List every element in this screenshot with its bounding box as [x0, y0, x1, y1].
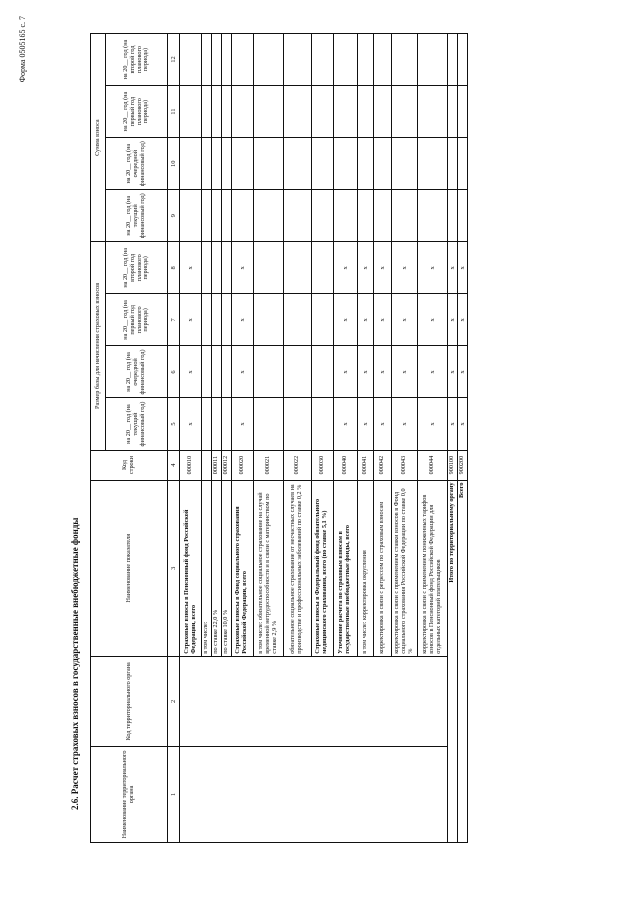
sum-value-cell[interactable]: [283, 190, 311, 242]
base-value-cell[interactable]: [221, 294, 231, 346]
table-row: [447, 34, 457, 843]
form-code: Форма 0505165 с. 7: [18, 16, 27, 83]
base-value-cell[interactable]: x: [373, 346, 391, 398]
header-base-group: Размер базы для начисления страховых взносов: [91, 242, 106, 450]
col-number: 9: [168, 190, 180, 242]
header-sum-next: на 20__ год (на очередной финансовый год): [106, 138, 168, 190]
row-code: 000020: [231, 450, 253, 480]
base-value-cell[interactable]: x: [391, 242, 417, 294]
sum-value-cell[interactable]: [458, 190, 468, 242]
col-number: 1: [168, 746, 180, 842]
sum-value-cell[interactable]: [202, 190, 212, 242]
sum-value-cell[interactable]: [417, 34, 447, 86]
table-body: [180, 34, 468, 843]
base-value-cell[interactable]: [212, 294, 222, 346]
sum-value-cell[interactable]: [202, 138, 212, 190]
base-value-cell[interactable]: x: [357, 346, 373, 398]
base-value-cell[interactable]: [221, 398, 231, 450]
sum-value-cell[interactable]: [212, 86, 222, 138]
base-value-cell[interactable]: x: [458, 294, 468, 346]
sum-value-cell[interactable]: [311, 34, 333, 86]
row-code: 000010: [180, 450, 202, 480]
base-value-cell[interactable]: x: [357, 398, 373, 450]
base-value-cell[interactable]: x: [373, 294, 391, 346]
base-value-cell[interactable]: x: [417, 398, 447, 450]
sum-value-cell[interactable]: [283, 34, 311, 86]
indicator-label: корректировка в связи с регрессом по страховым взносам: [373, 480, 391, 656]
sum-value-cell[interactable]: [253, 190, 283, 242]
header-sum-first: на 20__ год (на первый год планового периода): [106, 86, 168, 138]
row-code: 000011: [212, 450, 222, 480]
sum-value-cell[interactable]: [391, 34, 417, 86]
base-value-cell[interactable]: [253, 398, 283, 450]
base-value-cell[interactable]: x: [391, 294, 417, 346]
table-row: [458, 34, 468, 843]
base-value-cell[interactable]: x: [231, 242, 253, 294]
base-value-cell[interactable]: x: [447, 242, 457, 294]
insurance-contributions-table: [90, 33, 468, 843]
header-sum-group: Сумма взноса: [91, 34, 106, 242]
base-value-cell[interactable]: x: [447, 398, 457, 450]
sum-value-cell[interactable]: [311, 86, 333, 138]
base-value-cell[interactable]: [202, 398, 212, 450]
header-sum-second: на 20__ год (на второй год планового периода): [106, 34, 168, 86]
base-value-cell[interactable]: [253, 346, 283, 398]
indicator-label: по ставке 10,0 %: [221, 480, 231, 656]
base-value-cell[interactable]: x: [458, 242, 468, 294]
col-number: 11: [168, 86, 180, 138]
base-value-cell[interactable]: [221, 346, 231, 398]
row-code: 000021: [253, 450, 283, 480]
base-value-cell[interactable]: x: [180, 242, 202, 294]
base-value-cell[interactable]: x: [333, 398, 357, 450]
sum-value-cell[interactable]: [391, 190, 417, 242]
sum-value-cell[interactable]: [373, 138, 391, 190]
sum-value-cell[interactable]: [373, 34, 391, 86]
sum-value-cell[interactable]: [221, 190, 231, 242]
sum-value-cell[interactable]: [391, 86, 417, 138]
sum-value-cell[interactable]: [253, 138, 283, 190]
base-value-cell[interactable]: x: [391, 346, 417, 398]
col-number: 2: [168, 656, 180, 746]
sum-value-cell[interactable]: [458, 34, 468, 86]
base-value-cell[interactable]: x: [231, 398, 253, 450]
header-sum-current: на 20__ год (на текущий финансовый год): [106, 190, 168, 242]
sum-value-cell[interactable]: [180, 138, 202, 190]
base-value-cell[interactable]: x: [231, 294, 253, 346]
sum-value-cell[interactable]: [357, 138, 373, 190]
sum-value-cell[interactable]: [283, 138, 311, 190]
col-number: 4: [168, 450, 180, 480]
base-value-cell[interactable]: x: [231, 346, 253, 398]
col-number: 8: [168, 242, 180, 294]
col-number: 12: [168, 34, 180, 86]
row-code: 900100: [447, 450, 457, 480]
header-base-next: на 20__ год (на очередной финансовый год): [106, 346, 168, 398]
header-territorial-name: Наименование территориального органа: [91, 746, 168, 842]
base-value-cell[interactable]: x: [373, 398, 391, 450]
row-code: 000030: [311, 450, 333, 480]
base-value-cell[interactable]: [311, 398, 333, 450]
row-code: 000012: [221, 450, 231, 480]
base-value-cell[interactable]: [221, 242, 231, 294]
sum-value-cell[interactable]: [221, 86, 231, 138]
base-value-cell[interactable]: [283, 346, 311, 398]
base-value-cell[interactable]: [212, 346, 222, 398]
sum-value-cell[interactable]: [311, 190, 333, 242]
base-value-cell[interactable]: [311, 242, 333, 294]
sum-value-cell[interactable]: [221, 34, 231, 86]
sum-value-cell[interactable]: [391, 138, 417, 190]
base-value-cell[interactable]: [212, 242, 222, 294]
sum-value-cell[interactable]: [447, 190, 457, 242]
section-title: 2.6. Расчет страховых взносов в государственные внебюджетные фонды: [70, 517, 80, 810]
base-value-cell[interactable]: x: [333, 294, 357, 346]
indicator-label: в том числе:: [202, 480, 212, 656]
territorial-name-cell[interactable]: [180, 746, 448, 842]
row-code: 000022: [283, 450, 311, 480]
header-base-second: на 20__ год (на второй год планового периода): [106, 242, 168, 294]
territorial-code-cell[interactable]: [180, 656, 448, 746]
sum-value-cell[interactable]: [311, 138, 333, 190]
base-value-cell[interactable]: [202, 346, 212, 398]
sum-value-cell[interactable]: [231, 34, 253, 86]
base-value-cell[interactable]: x: [180, 294, 202, 346]
indicator-label: в том числе: обязательное социальное страхование на случай временной нетрудоспособности и в связи с материнством по ставке 2,9 %: [253, 480, 283, 656]
sum-value-cell[interactable]: [283, 86, 311, 138]
indicator-label: обязательное социальное страхование от несчастных случаев на производстве и профессиональных заболеваний по ставке 0,2 %: [283, 480, 311, 656]
sum-value-cell[interactable]: [231, 190, 253, 242]
base-value-cell[interactable]: [202, 294, 212, 346]
base-value-cell[interactable]: x: [417, 242, 447, 294]
base-value-cell[interactable]: [202, 242, 212, 294]
header-base-current: на 20__ год (на текущий финансовый год): [106, 398, 168, 450]
table-row: [180, 34, 202, 843]
col-number: 5: [168, 398, 180, 450]
indicator-label: Страховые взносы в Федеральный фонд обязательного медицинского страхования, всего (по ставке 5,1 %): [311, 480, 333, 656]
sum-value-cell[interactable]: [447, 86, 457, 138]
base-value-cell[interactable]: [283, 398, 311, 450]
base-value-cell[interactable]: x: [458, 346, 468, 398]
base-value-cell[interactable]: x: [333, 346, 357, 398]
base-value-cell[interactable]: [311, 294, 333, 346]
indicator-label: Уточнение расчета по страховым взносам в государственные внебюджетные фонды, всего: [333, 480, 357, 656]
indicator-label: по ставке 22,0 %: [212, 480, 222, 656]
base-value-cell[interactable]: x: [373, 242, 391, 294]
base-value-cell[interactable]: [253, 294, 283, 346]
sum-value-cell[interactable]: [373, 86, 391, 138]
base-value-cell[interactable]: x: [458, 398, 468, 450]
indicator-label: Всего: [458, 480, 468, 842]
sum-value-cell[interactable]: [202, 86, 212, 138]
sum-value-cell[interactable]: [212, 190, 222, 242]
indicator-label: Итого по территориальному органу: [447, 480, 457, 842]
base-value-cell[interactable]: [212, 398, 222, 450]
col-number: 6: [168, 346, 180, 398]
row-code: 000043: [391, 450, 417, 480]
sum-value-cell[interactable]: [333, 190, 357, 242]
base-value-cell[interactable]: [283, 294, 311, 346]
base-value-cell[interactable]: [253, 242, 283, 294]
sum-value-cell[interactable]: [373, 190, 391, 242]
indicator-label: корректировка в связи с применением пониженных тарифов взносов в Пенсионный фонд Российской Федерации для отдельных категорий плательщиков: [417, 480, 447, 656]
sum-value-cell[interactable]: [221, 138, 231, 190]
base-value-cell[interactable]: x: [180, 398, 202, 450]
base-value-cell[interactable]: x: [417, 346, 447, 398]
indicator-label: Страховые взносы в Пенсионный фонд Российской Федерации, всего: [180, 480, 202, 656]
sum-value-cell[interactable]: [231, 86, 253, 138]
base-value-cell[interactable]: x: [357, 242, 373, 294]
row-code: 000040: [333, 450, 357, 480]
row-code: [202, 450, 212, 480]
col-number: 10: [168, 138, 180, 190]
sum-value-cell[interactable]: [447, 138, 457, 190]
base-value-cell[interactable]: x: [447, 294, 457, 346]
indicator-label: в том числе: корректировка округления: [357, 480, 373, 656]
sum-value-cell[interactable]: [458, 138, 468, 190]
sum-value-cell[interactable]: [231, 138, 253, 190]
row-code: 000042: [373, 450, 391, 480]
header-row-code: Код строки: [91, 450, 168, 480]
sum-value-cell[interactable]: [458, 86, 468, 138]
sum-value-cell[interactable]: [417, 190, 447, 242]
row-code: 000044: [417, 450, 447, 480]
sum-value-cell[interactable]: [417, 138, 447, 190]
base-value-cell[interactable]: x: [417, 294, 447, 346]
sum-value-cell[interactable]: [333, 34, 357, 86]
sum-value-cell[interactable]: [417, 86, 447, 138]
row-code: 900200: [458, 450, 468, 480]
header-territorial-code: Код территориального органа: [91, 656, 168, 746]
sum-value-cell[interactable]: [333, 86, 357, 138]
base-value-cell[interactable]: x: [447, 346, 457, 398]
base-value-cell[interactable]: x: [333, 242, 357, 294]
sum-value-cell[interactable]: [447, 34, 457, 86]
sum-value-cell[interactable]: [253, 34, 283, 86]
header-base-first: на 20__ год (на первый год планового периода): [106, 294, 168, 346]
base-value-cell[interactable]: x: [357, 294, 373, 346]
sum-value-cell[interactable]: [253, 86, 283, 138]
sum-value-cell[interactable]: [180, 34, 202, 86]
sum-value-cell[interactable]: [202, 34, 212, 86]
indicator-label: Страховые взносы в Фонд социального страхования Российской Федерации, всего: [231, 480, 253, 656]
sum-value-cell[interactable]: [212, 34, 222, 86]
sum-value-cell[interactable]: [212, 138, 222, 190]
sum-value-cell[interactable]: [180, 86, 202, 138]
base-value-cell[interactable]: x: [180, 346, 202, 398]
header-indicator: Наименование показателя: [91, 480, 168, 656]
sum-value-cell[interactable]: [333, 138, 357, 190]
base-value-cell[interactable]: [311, 346, 333, 398]
sum-value-cell[interactable]: [357, 34, 373, 86]
col-number: 3: [168, 480, 180, 656]
sum-value-cell[interactable]: [357, 190, 373, 242]
indicator-label: корректировка в связи с применением ставки взносов в Фонд социального страхования Российской Федерации по ставке 0,0 %: [391, 480, 417, 656]
sum-value-cell[interactable]: [357, 86, 373, 138]
sum-value-cell[interactable]: [180, 190, 202, 242]
col-number: 7: [168, 294, 180, 346]
row-code: 000041: [357, 450, 373, 480]
base-value-cell[interactable]: [283, 242, 311, 294]
base-value-cell[interactable]: x: [391, 398, 417, 450]
